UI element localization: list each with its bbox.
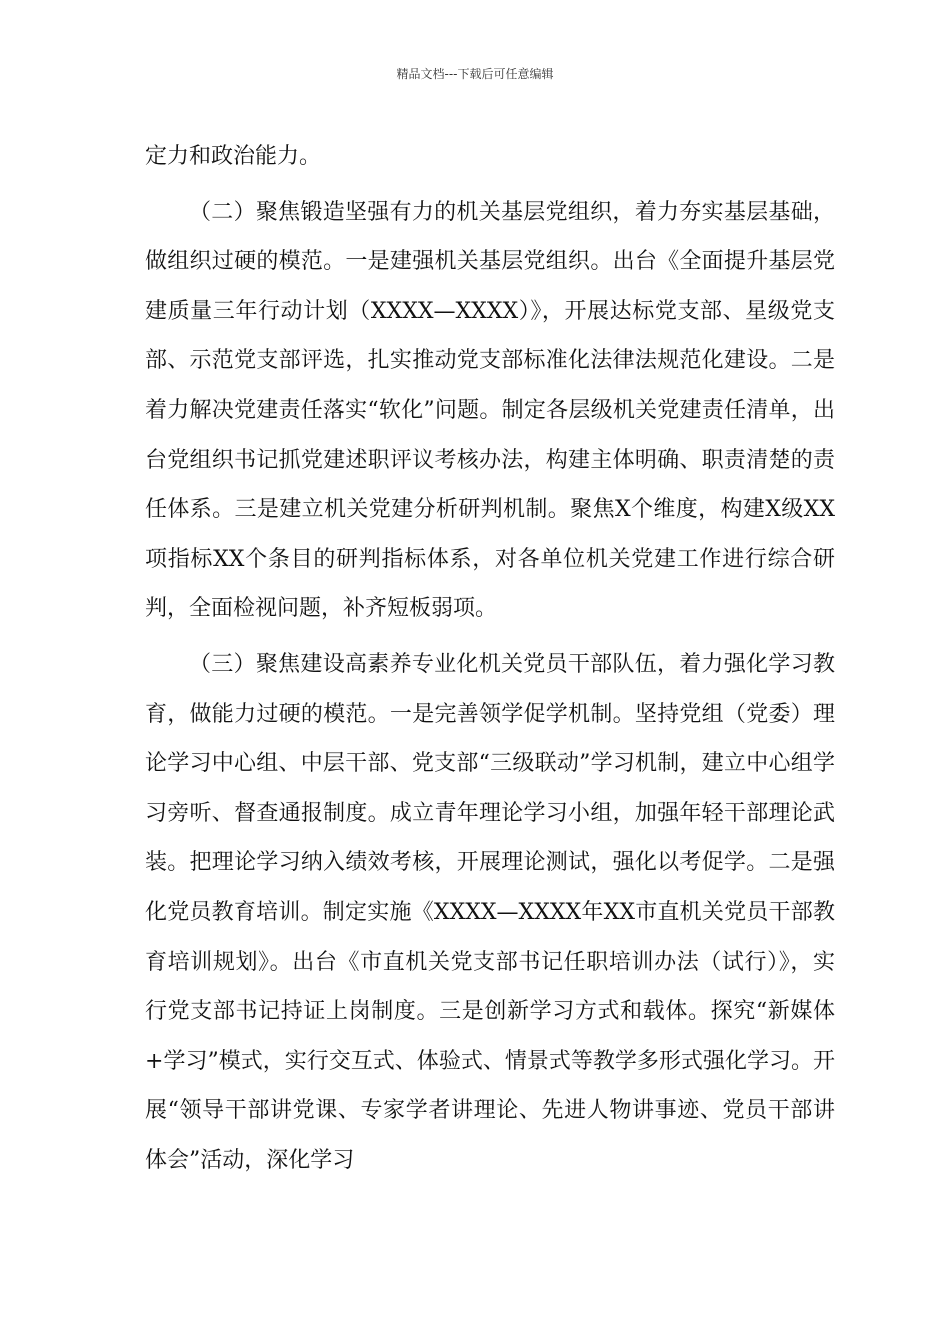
paragraph-section-2: （二）聚焦锻造坚强有力的机关基层党组织，着力夯实基层基础，做组织过硬的模范。一是建强机关基层党组织。出台《全面提升基层党建质量三年行动计划（XXXX—XXXX）》，开展达标党支部、星级党支部、示范党支部评选，扎实推动党支部标准化法律法规范化建设。二是着力解决党建责任落实“软化”问题。制定各层级机关党建责任清单，出台党组织书记抓党建述职评议考核办法，构建主体明确、职责清楚的责任体系。三是建立机关党建分析研判机制。聚焦X个维度，构建X级XX项指标XX个条目的研判指标体系，对各单位机关党建工作进行综合研判，全面检视问题，补齐短板弱项。 (145, 199, 835, 622)
paragraph-section-3: （三）聚焦建设高素养专业化机关党员干部队伍，着力强化学习教育，做能力过硬的模范。一是完善领学促学机制。坚持党组（党委）理论学习中心组、中层干部、党支部“三级联动”学习机制，建立中心组学习旁听、督查通报制度。成立青年理论学习小组，加强年轻干部理论武装。把理论学习纳入绩效考核，开展理论测试，强化以考促学。二是强化党员教育培训。制定实施《XXXX—XXXX年XX市直机关党员干部教育培训规划》。出台《市直机关党支部书记任职培训办法（试行）》，实行党支部书记持证上岗制度。三是创新学习方式和载体。探究“新媒体+学习”模式，实行交互式、体验式、情景式等教学多形式强化学习。开展“领导干部讲党课、专家学者讲理论、先进人物讲事迹、党员干部讲体会”活动，深化学习 (145, 651, 835, 1173)
page-header: 精品文档---下载后可任意编辑 (396, 67, 554, 81)
paragraph-continuation: 定力和政治能力。 (145, 144, 322, 169)
document-body (145, 132, 835, 1185)
